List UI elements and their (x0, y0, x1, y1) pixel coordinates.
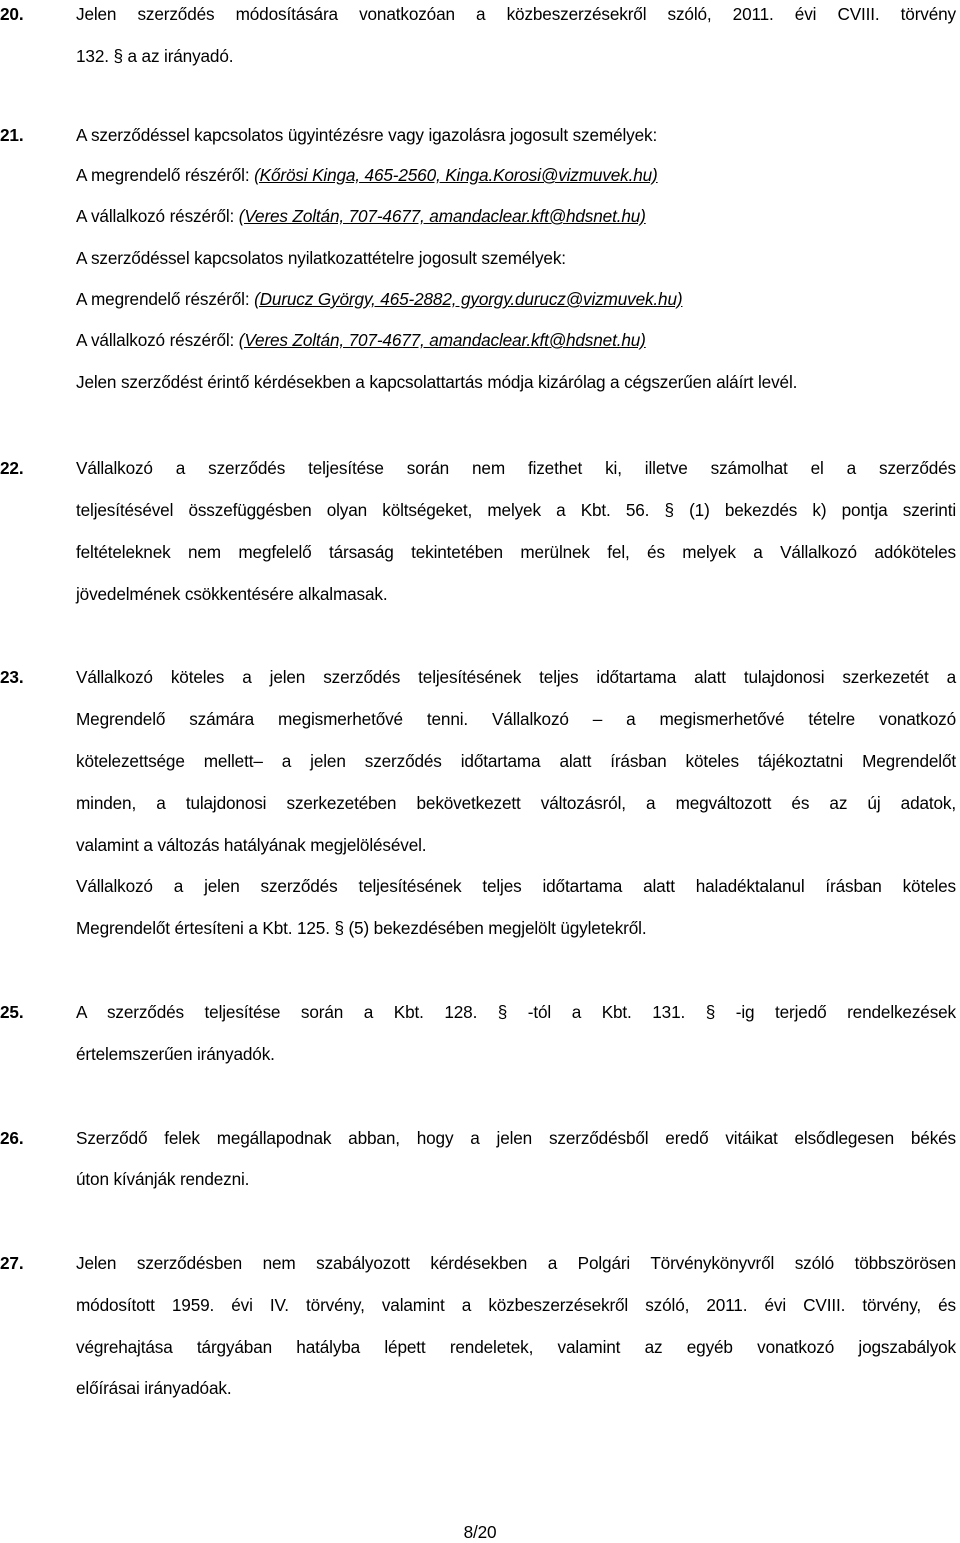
clause-line: teljesítésével összefüggésben olyan költségeket, melyek a Kbt. 56. § (1) bekezdés k) pontja szerinti (76, 500, 956, 520)
clause-line: kötelezettsége mellett– a jelen szerződés időtartama alatt írásban köteles tájékoztatni Megrendelőt (76, 751, 956, 771)
contact-line (76, 165, 658, 186)
contact-prefix: A vállalkozó részéről: (76, 330, 239, 350)
clause-line: Megrendelő számára megismerhetővé tenni. Vállalkozó – a megismerhetővé tételre vonatkozó (76, 709, 956, 729)
clause-line: Jelen szerződés módosítására vonatkozóan a közbeszerzésekről szóló, 2011. évi CVIII. törvény (76, 4, 956, 24)
clause-number: 21. (0, 125, 24, 145)
contact-prefix: A vállalkozó részéről: (76, 206, 239, 226)
page-number: 8/20 (463, 1522, 497, 1542)
clause-number: 25. (0, 1002, 24, 1022)
contact-details: (Veres Zoltán, 707-4677, amandaclear.kft@hdsnet.hu) (238, 206, 646, 226)
clause-line: A szerződéssel kapcsolatos nyilatkozattételre jogosult személyek: (76, 248, 566, 268)
clause-line: Vállalkozó a szerződés teljesítése során nem fizethet ki, illetve számolhat el a szerződés (76, 458, 956, 478)
contact-details: (Kőrösi Kinga, 465-2560, Kinga.Korosi@vizmuvek.hu) (254, 165, 658, 185)
clause-line: minden, a tulajdonosi szerkezetében bekövetkezett változásról, a megváltozott és az új adatok, (76, 793, 956, 813)
clause-number: 27. (0, 1253, 24, 1273)
contact-details: (Durucz György, 465-2882, gyorgy.durucz@vizmuvek.hu) (254, 289, 683, 309)
clause-line: Vállalkozó köteles a jelen szerződés teljesítésének teljes időtartama alatt tulajdonosi szerkezetét a (76, 667, 956, 687)
contact-prefix: A megrendelő részéről: (76, 289, 255, 309)
clause-line: A szerződés teljesítése során a Kbt. 128. § -tól a Kbt. 131. § -ig terjedő rendelkezések (76, 1002, 956, 1022)
clause-line: A szerződéssel kapcsolatos ügyintézésre vagy igazolásra jogosult személyek: (76, 125, 658, 145)
clause-number: 22. (0, 458, 24, 478)
clause-number: 26. (0, 1128, 24, 1148)
clause-line: Vállalkozó a jelen szerződés teljesítésének teljes időtartama alatt haladéktalanul írásban köteles (76, 876, 956, 896)
contact-line (76, 289, 682, 310)
clause-line: végrehajtása tárgyában hatályba lépett rendeletek, valamint az egyéb vonatkozó jogszabályok (76, 1337, 956, 1357)
clause-number: 23. (0, 667, 24, 687)
clause-line: 132. § a az irányadó. (76, 46, 234, 66)
clause-line: úton kívánják rendezni. (76, 1169, 250, 1189)
clause-line: jövedelmének csökkentésére alkalmasak. (76, 584, 388, 604)
clause-line: módosított 1959. évi IV. törvény, valamint a közbeszerzésekről szóló, 2011. évi CVIII. törvény, és (76, 1295, 956, 1315)
contact-details: (Veres Zoltán, 707-4677, amandaclear.kft@hdsnet.hu) (238, 330, 646, 350)
clause-line: valamint a változás hatályának megjelölésével. (76, 835, 427, 855)
clause-line: előírásai irányadóak. (76, 1378, 232, 1398)
contact-line (76, 330, 646, 351)
clause-line: Jelen szerződésben nem szabályozott kérdésekben a Polgári Törvénykönyvről szóló többszörösen (76, 1253, 956, 1273)
contact-prefix: A megrendelő részéről: (76, 165, 255, 185)
clause-line: Jelen szerződést érintő kérdésekben a kapcsolattartás módja kizárólag a cégszerűen aláírt levél. (76, 372, 798, 392)
contact-line (76, 206, 646, 227)
clause-line: feltételeknek nem megfelelő társaság tekintetében merülnek fel, és melyek a Vállalkozó adóköteles (76, 542, 956, 562)
clause-number: 20. (0, 4, 24, 24)
clause-line: Szerződő felek megállapodnak abban, hogy a jelen szerződésből eredő vitáikat elsődlegesen békés (76, 1128, 956, 1148)
clause-line: értelemszerűen irányadók. (76, 1044, 275, 1064)
clause-line: Megrendelőt értesíteni a Kbt. 125. § (5) bekezdésében megjelölt ügyletekről. (76, 918, 647, 938)
